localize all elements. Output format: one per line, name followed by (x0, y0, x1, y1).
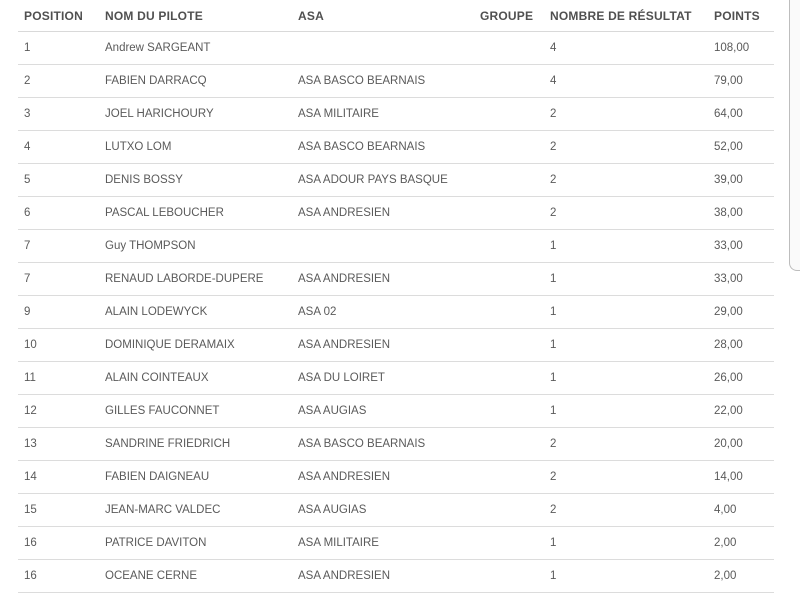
cell-pilote: FABIEN DAIGNEAU (99, 461, 292, 494)
cell-points: 108,00 (708, 32, 774, 65)
cell-resultats: 1 (544, 230, 708, 263)
side-panel-edge (789, 0, 800, 271)
table-row (18, 164, 774, 197)
header-pilote[interactable]: NOM DU PILOTE (99, 0, 292, 32)
cell-resultats: 2 (544, 164, 708, 197)
cell-position: 7 (18, 263, 99, 296)
cell-asa: ASA ANDRESIEN (292, 329, 474, 362)
cell-pilote: LUTXO LOM (99, 131, 292, 164)
cell-points: 52,00 (708, 131, 774, 164)
cell-asa: ASA ANDRESIEN (292, 461, 474, 494)
cell-pilote: JEAN-MARC VALDEC (99, 494, 292, 527)
cell-pilote: SANDRINE FRIEDRICH (99, 428, 292, 461)
cell-points: 4,00 (708, 494, 774, 527)
table-row (18, 197, 774, 230)
cell-points: 33,00 (708, 263, 774, 296)
cell-position: 7 (18, 230, 99, 263)
cell-groupe (474, 395, 544, 428)
cell-groupe (474, 164, 544, 197)
cell-pilote: Guy THOMPSON (99, 230, 292, 263)
table-row (18, 461, 774, 494)
cell-asa: ASA BASCO BEARNAIS (292, 428, 474, 461)
cell-groupe (474, 230, 544, 263)
cell-points: 64,00 (708, 98, 774, 131)
cell-points: 20,00 (708, 428, 774, 461)
cell-asa (292, 230, 474, 263)
cell-asa: ASA MILITAIRE (292, 98, 474, 131)
cell-asa: ASA ANDRESIEN (292, 263, 474, 296)
table-row (18, 230, 774, 263)
cell-resultats: 2 (544, 98, 708, 131)
table-row (18, 263, 774, 296)
cell-asa: ASA ANDRESIEN (292, 560, 474, 593)
table-row (18, 527, 774, 560)
cell-resultats: 1 (544, 296, 708, 329)
cell-position: 4 (18, 131, 99, 164)
table-row (18, 362, 774, 395)
cell-position: 1 (18, 32, 99, 65)
cell-points: 38,00 (708, 197, 774, 230)
cell-pilote: PASCAL LEBOUCHER (99, 197, 292, 230)
cell-pilote: DENIS BOSSY (99, 164, 292, 197)
cell-groupe (474, 527, 544, 560)
cell-asa: ASA 02 (292, 296, 474, 329)
cell-position: 16 (18, 560, 99, 593)
table-row (18, 131, 774, 164)
cell-points: 39,00 (708, 164, 774, 197)
cell-points: 2,00 (708, 560, 774, 593)
table-row (18, 560, 774, 593)
cell-asa: ASA AUGIAS (292, 494, 474, 527)
table-row (18, 395, 774, 428)
header-points[interactable]: POINTS (708, 0, 774, 32)
cell-pilote: DOMINIQUE DERAMAIX (99, 329, 292, 362)
cell-pilote: ALAIN LODEWYCK (99, 296, 292, 329)
cell-resultats: 2 (544, 461, 708, 494)
cell-resultats: 1 (544, 329, 708, 362)
table-row (18, 329, 774, 362)
cell-resultats: 4 (544, 65, 708, 98)
table-row (18, 98, 774, 131)
cell-resultats: 4 (544, 32, 708, 65)
header-resultats[interactable]: NOMBRE DE RÉSULTAT (544, 0, 708, 32)
cell-asa (292, 32, 474, 65)
cell-groupe (474, 131, 544, 164)
cell-groupe (474, 329, 544, 362)
cell-position: 13 (18, 428, 99, 461)
cell-position: 5 (18, 164, 99, 197)
cell-groupe (474, 362, 544, 395)
cell-position: 12 (18, 395, 99, 428)
header-asa[interactable]: ASA (292, 0, 474, 32)
table-row (18, 65, 774, 98)
cell-points: 2,00 (708, 527, 774, 560)
cell-asa: ASA ADOUR PAYS BASQUE (292, 164, 474, 197)
cell-pilote: JOEL HARICHOURY (99, 98, 292, 131)
table-body (18, 32, 774, 593)
cell-points: 28,00 (708, 329, 774, 362)
cell-points: 14,00 (708, 461, 774, 494)
cell-pilote: Andrew SARGEANT (99, 32, 292, 65)
cell-groupe (474, 263, 544, 296)
cell-groupe (474, 98, 544, 131)
cell-asa: ASA ANDRESIEN (292, 197, 474, 230)
cell-asa: ASA AUGIAS (292, 395, 474, 428)
cell-pilote: FABIEN DARRACQ (99, 65, 292, 98)
cell-groupe (474, 428, 544, 461)
cell-asa: ASA DU LOIRET (292, 362, 474, 395)
cell-asa: ASA BASCO BEARNAIS (292, 65, 474, 98)
table-row (18, 494, 774, 527)
cell-groupe (474, 197, 544, 230)
cell-pilote: ALAIN COINTEAUX (99, 362, 292, 395)
cell-points: 33,00 (708, 230, 774, 263)
cell-position: 16 (18, 527, 99, 560)
table-row (18, 32, 774, 65)
header-row (18, 0, 774, 32)
cell-points: 26,00 (708, 362, 774, 395)
cell-position: 14 (18, 461, 99, 494)
cell-resultats: 2 (544, 131, 708, 164)
cell-resultats: 1 (544, 263, 708, 296)
cell-resultats: 1 (544, 362, 708, 395)
header-groupe[interactable]: GROUPE (474, 0, 544, 32)
cell-points: 29,00 (708, 296, 774, 329)
cell-resultats: 2 (544, 197, 708, 230)
cell-asa: ASA BASCO BEARNAIS (292, 131, 474, 164)
cell-position: 2 (18, 65, 99, 98)
cell-position: 11 (18, 362, 99, 395)
cell-position: 10 (18, 329, 99, 362)
cell-position: 9 (18, 296, 99, 329)
table-row (18, 428, 774, 461)
table-row (18, 296, 774, 329)
cell-groupe (474, 296, 544, 329)
cell-groupe (474, 461, 544, 494)
cell-groupe (474, 560, 544, 593)
cell-points: 79,00 (708, 65, 774, 98)
cell-asa: ASA MILITAIRE (292, 527, 474, 560)
cell-resultats: 2 (544, 428, 708, 461)
cell-position: 15 (18, 494, 99, 527)
cell-groupe (474, 32, 544, 65)
cell-pilote: GILLES FAUCONNET (99, 395, 292, 428)
cell-position: 3 (18, 98, 99, 131)
cell-resultats: 2 (544, 494, 708, 527)
cell-pilote: PATRICE DAVITON (99, 527, 292, 560)
cell-points: 22,00 (708, 395, 774, 428)
cell-resultats: 1 (544, 527, 708, 560)
cell-pilote: RENAUD LABORDE-DUPERE (99, 263, 292, 296)
header-position[interactable]: POSITION (18, 0, 99, 32)
standings-table (18, 0, 774, 593)
cell-resultats: 1 (544, 560, 708, 593)
standings-table-container (18, 0, 774, 593)
table-header (18, 0, 774, 32)
cell-position: 6 (18, 197, 99, 230)
cell-groupe (474, 494, 544, 527)
cell-resultats: 1 (544, 395, 708, 428)
cell-pilote: OCEANE CERNE (99, 560, 292, 593)
cell-groupe (474, 65, 544, 98)
